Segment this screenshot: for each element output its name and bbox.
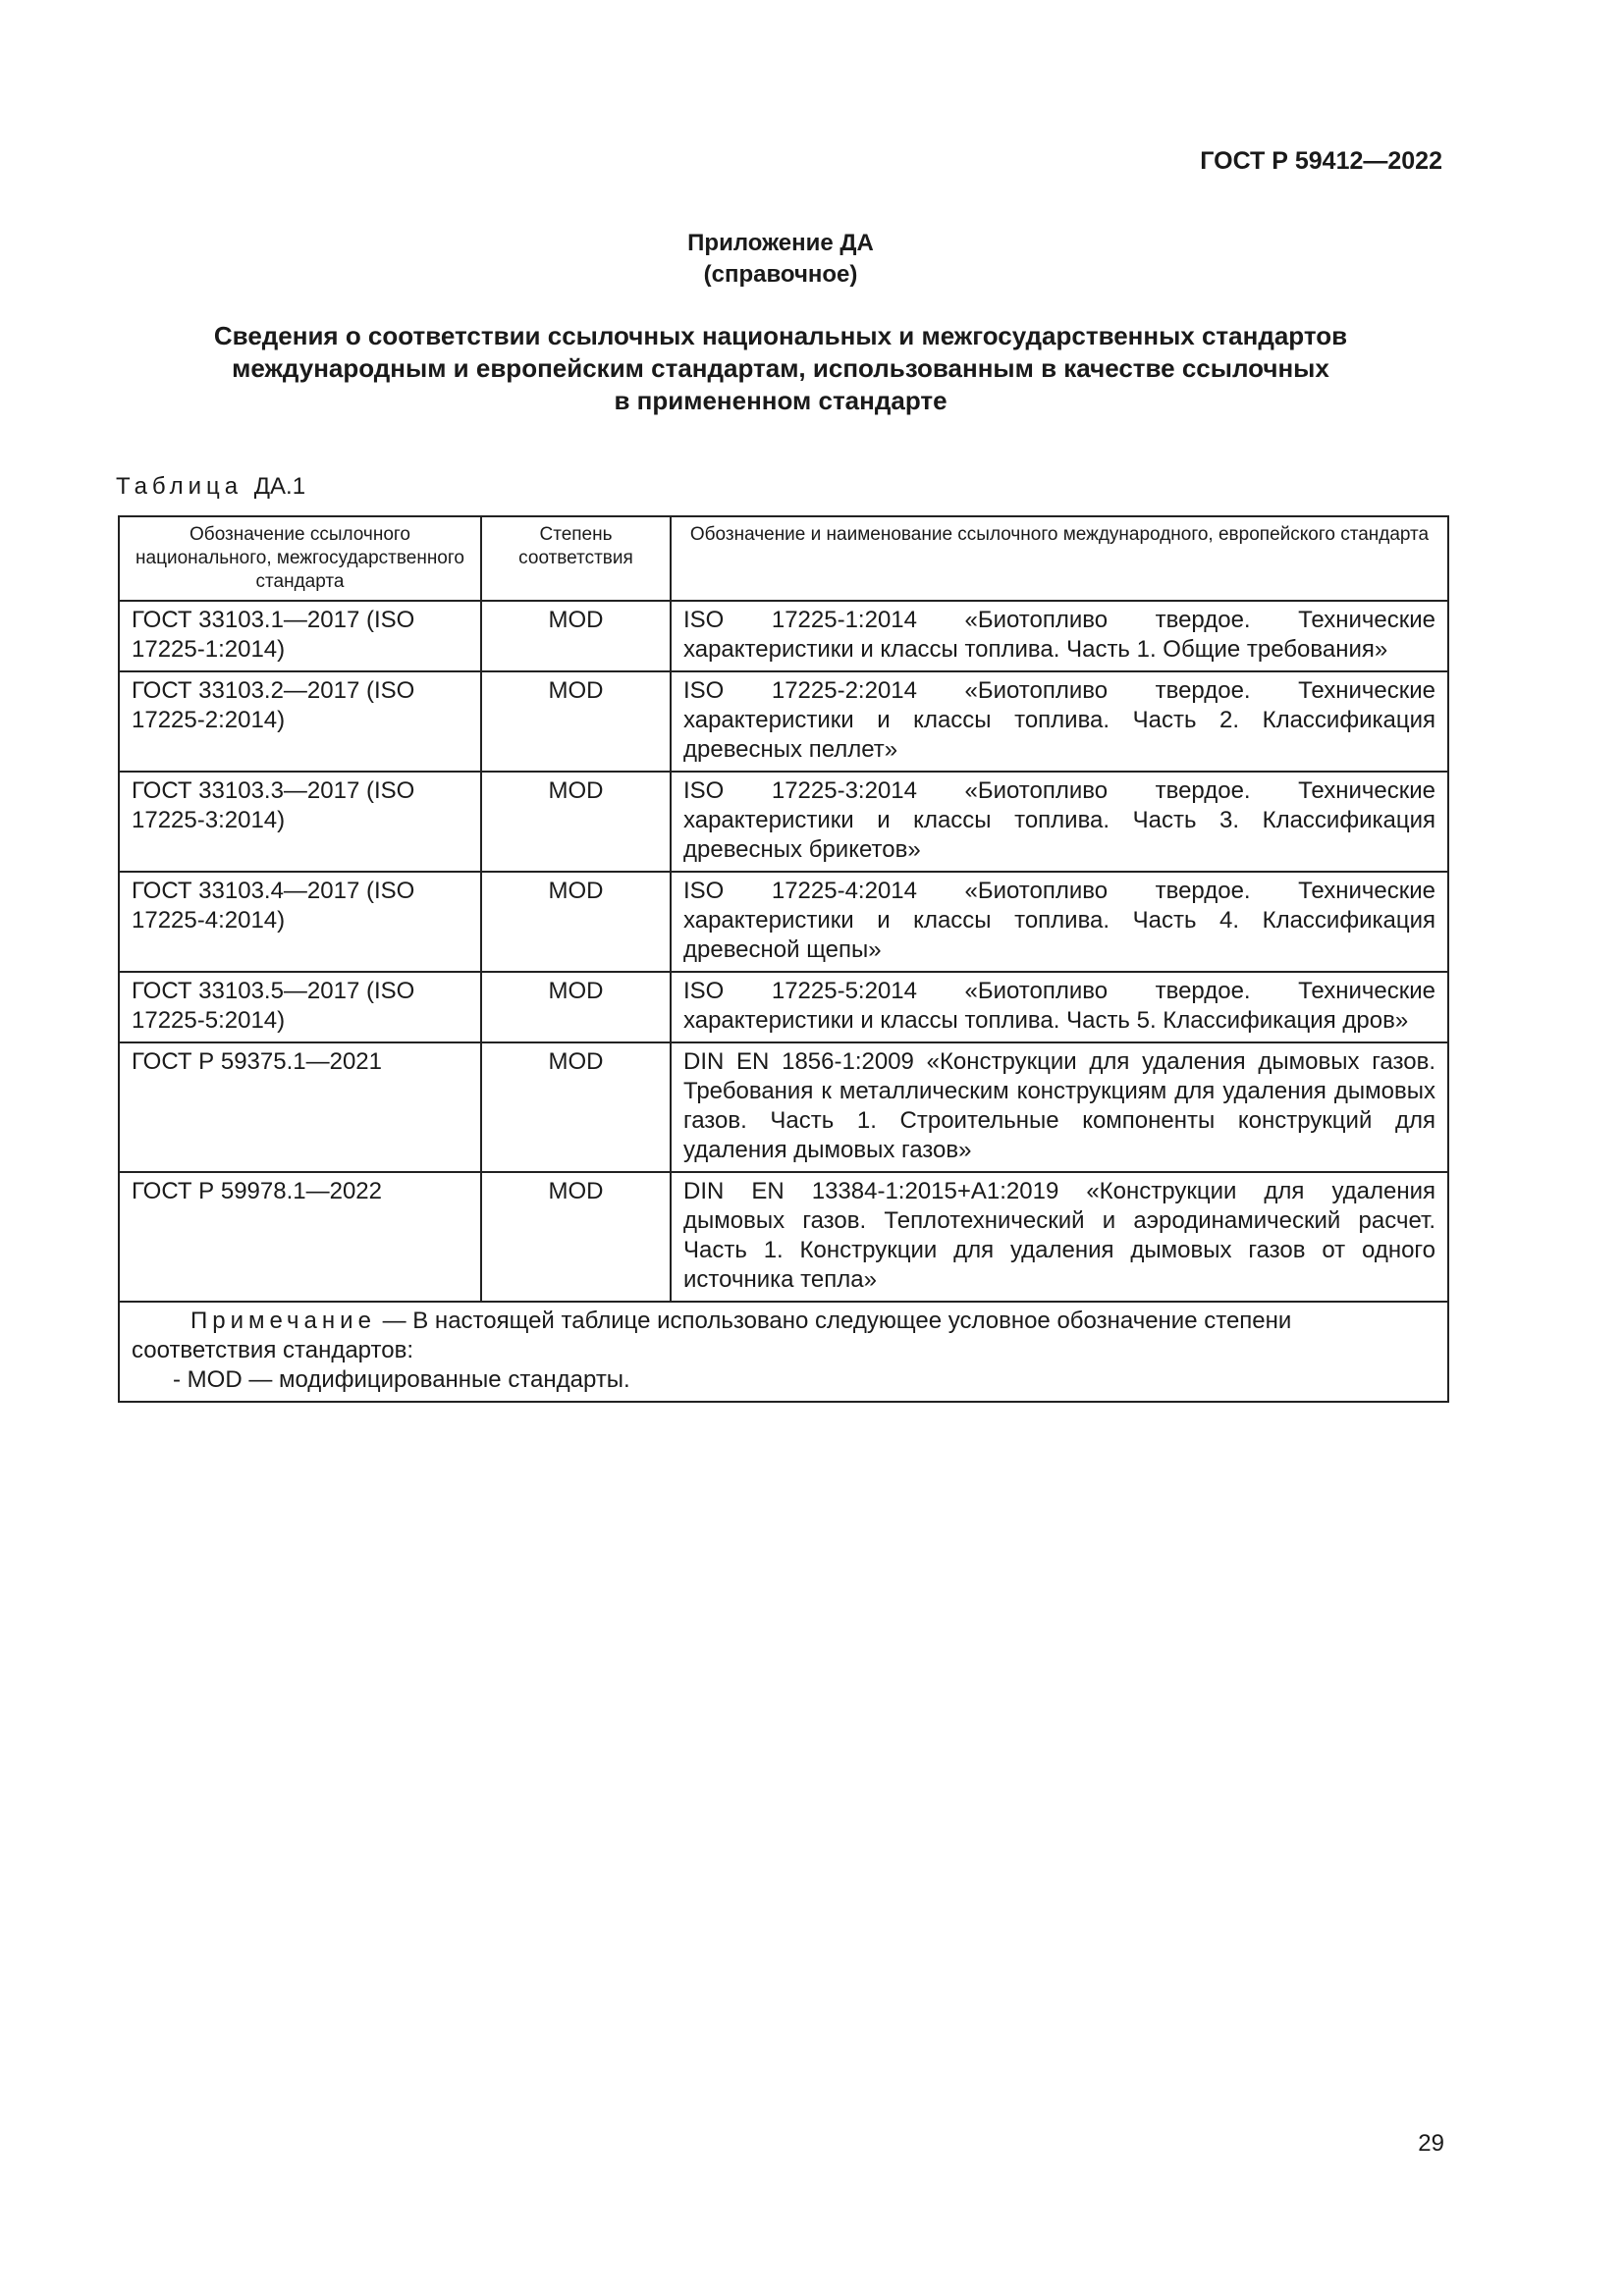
table-caption — [116, 473, 305, 501]
national-standard-cell: ГОСТ 33103.5—2017 (ISO 17225-5:2014) — [119, 972, 481, 1042]
table-row — [119, 601, 1448, 671]
international-standard-cell: ISO 17225-1:2014 «Биотопливо твердое. Технические характеристики и классы топлива. Часть 1. Общие требования» — [671, 601, 1448, 671]
national-standard-cell: ГОСТ 33103.3—2017 (ISO 17225-3:2014) — [119, 772, 481, 872]
national-standard-cell: ГОСТ 33103.1—2017 (ISO 17225-1:2014) — [119, 601, 481, 671]
degree-cell: MOD — [481, 772, 671, 872]
column-header-degree: Степень соответствия — [481, 516, 671, 601]
national-standard-cell: ГОСТ Р 59375.1—2021 — [119, 1042, 481, 1172]
table-row — [119, 671, 1448, 772]
degree-cell: MOD — [481, 1042, 671, 1172]
column-header-international: Обозначение и наименование ссылочного международного, европейского стандарта — [671, 516, 1448, 601]
degree-cell: MOD — [481, 872, 671, 972]
degree-cell: MOD — [481, 972, 671, 1042]
note-legend: - MOD — модифицированные стандарты. — [173, 1366, 630, 1393]
note-body — [132, 1307, 1435, 1365]
appendix-title-block — [0, 228, 1561, 291]
table-caption-number: ДА.1 — [253, 473, 306, 500]
national-standard-cell: ГОСТ 33103.2—2017 (ISO 17225-2:2014) — [119, 671, 481, 772]
national-standard-cell: ГОСТ 33103.4—2017 (ISO 17225-4:2014) — [119, 872, 481, 972]
table-row — [119, 1172, 1448, 1302]
column-header-national: Обозначение ссылочного национального, межгосударственного стандарта — [119, 516, 481, 601]
table-row — [119, 772, 1448, 872]
international-standard-cell: ISO 17225-5:2014 «Биотопливо твердое. Технические характеристики и классы топлива. Часть 5. Классификация дров» — [671, 972, 1448, 1042]
international-standard-cell: ISO 17225-4:2014 «Биотопливо твердое. Технические характеристики и классы топлива. Часть 4. Классификация древесной щепы» — [671, 872, 1448, 972]
document-code: ГОСТ Р 59412—2022 — [1200, 147, 1442, 175]
degree-cell: MOD — [481, 671, 671, 772]
table-caption-label: Таблица — [116, 473, 244, 500]
section-heading — [118, 320, 1443, 417]
table-row — [119, 972, 1448, 1042]
degree-cell: MOD — [481, 1172, 671, 1302]
national-standard-cell: ГОСТ Р 59978.1—2022 — [119, 1172, 481, 1302]
international-standard-cell: DIN EN 1856-1:2009 «Конструкции для удаления дымовых газов. Требования к металлическим конструкциям для удаления дымовых газов. Часть 1. Строительные компоненты конструкций для удаления дымовых газов» — [671, 1042, 1448, 1172]
correspondence-table — [118, 515, 1449, 1403]
heading-line: международным и европейским стандартам, использованным в качестве ссылочных — [232, 353, 1329, 383]
appendix-title: Приложение ДА — [687, 230, 874, 256]
international-standard-cell: ISO 17225-2:2014 «Биотопливо твердое. Технические характеристики и классы топлива. Часть 2. Классификация древесных пеллет» — [671, 671, 1448, 772]
page-number: 29 — [1418, 2130, 1444, 2157]
heading-line: в примененном стандарте — [614, 386, 947, 415]
appendix-type: (справочное) — [703, 261, 858, 288]
table-note-row — [119, 1302, 1448, 1402]
heading-line: Сведения о соответствии ссылочных национальных и межгосударственных стандартов — [213, 321, 1348, 350]
note-text: — В настоящей таблице использовано следующее условное обозначение степени соответствия стандартов: — [132, 1308, 1292, 1363]
table-row — [119, 1042, 1448, 1172]
international-standard-cell: ISO 17225-3:2014 «Биотопливо твердое. Технические характеристики и классы топлива. Часть 3. Классификация древесных брикетов» — [671, 772, 1448, 872]
note-label: Примечание — [190, 1308, 376, 1334]
degree-cell: MOD — [481, 601, 671, 671]
international-standard-cell: DIN EN 13384-1:2015+A1:2019 «Конструкции для удаления дымовых газов. Теплотехнический и аэродинамический расчет. Часть 1. Конструкции для удаления дымовых газов от одного источника тепла» — [671, 1172, 1448, 1302]
table-header-row — [119, 516, 1448, 601]
table-note — [119, 1302, 1448, 1402]
table-row — [119, 872, 1448, 972]
